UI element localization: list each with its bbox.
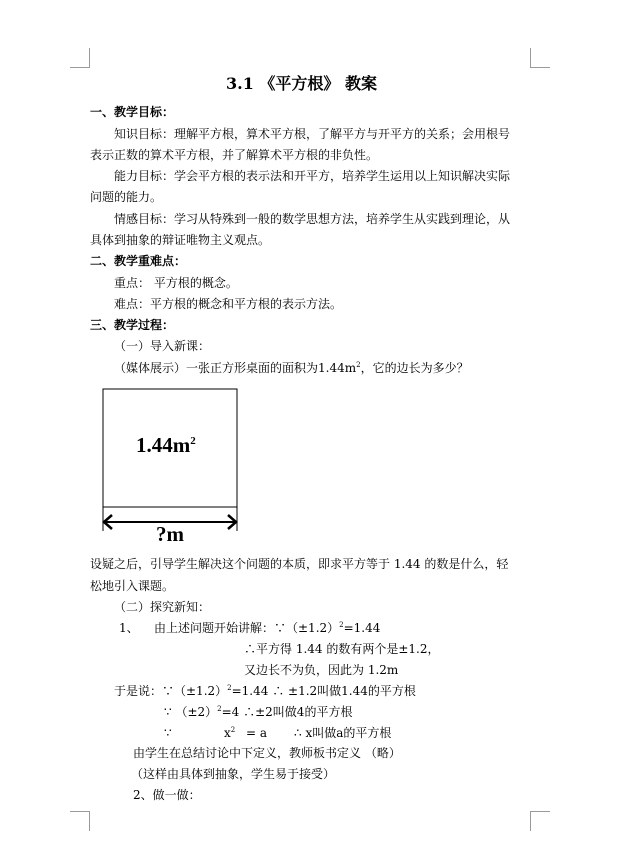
objectives-heading: 一、教学目标： <box>90 105 175 119</box>
step1-conclusion-b: 又边长不为负，因此为 1.2m <box>244 663 399 677</box>
definition-line-3-therefore: ∴ x叫做a的平方根 <box>294 726 392 740</box>
corner-mark-top-right <box>530 48 550 68</box>
explore-subheading: （二）探究新知： <box>114 600 211 614</box>
media-question-exponent: 2 <box>356 361 361 369</box>
definition-line-1-exponent: 2 <box>227 684 232 692</box>
process-heading: 三、教学过程： <box>90 318 175 332</box>
emotion-objective-line-1: 情感目标：学习从特殊到一般的数学思想方法，培养学生从实践到理论，从 <box>114 212 511 226</box>
definition-line-1-end: =1.44 ∴ ±1.2叫做1.44的平方根 <box>231 684 416 698</box>
key-point: 重点： 平方根的概念。 <box>114 276 238 290</box>
media-question-unit: m <box>344 361 357 375</box>
definition-line-3-var: x <box>224 726 231 740</box>
ability-objective-line-1: 能力目标：学会平方根的表示法和开平方，培养学生运用以上知识解决实际 <box>114 169 511 183</box>
area-exponent: 2 <box>190 435 196 447</box>
side-length-label: ?m <box>156 522 184 546</box>
area-value: 1.44m <box>136 433 191 457</box>
summary-line: 由学生在总结讨论中下定义，教师板书定义 （略） <box>133 746 401 760</box>
knowledge-objective-line-2: 表示正数的算术平方根，并了解算术平方根的非负性。 <box>90 148 379 162</box>
definition-line-2-exponent: 2 <box>217 705 222 713</box>
media-question-prefix: （媒体展示）一张正方形桌面的面积为1.44 <box>114 361 345 375</box>
definition-line-1-prefix: 于是说：∵（±1.2） <box>114 684 228 698</box>
media-question <box>114 361 469 375</box>
definition-line-2 <box>164 705 352 719</box>
square-figure-svg <box>96 385 246 545</box>
step1-conclusion-a: ∴平方得 1.44 的数有两个是±1.2， <box>244 642 440 656</box>
document-title: 3.1 《平方根》 教案 <box>226 74 377 93</box>
definition-line-3-because: ∵ <box>164 726 172 740</box>
step1-exponent: 2 <box>339 621 344 629</box>
ability-objective-line-2: 问题的能力。 <box>90 190 163 204</box>
square-table-figure <box>96 385 246 545</box>
definition-line-1 <box>114 684 416 698</box>
knowledge-objective-line-1: 知识目标：理解平方根，算术平方根，了解平方与开平方的关系；会用根号 <box>114 127 511 141</box>
difficult-point: 难点：平方根的概念和平方根的表示方法。 <box>114 297 343 311</box>
intro-subheading: （一）导入新课： <box>114 339 211 353</box>
discussion-line-2: 松地引入课题。 <box>90 579 175 593</box>
media-question-suffix: ，它的边长为多少？ <box>360 361 469 375</box>
corner-mark-bottom-left <box>70 811 90 831</box>
step1-text-end: =1.44 <box>343 621 381 635</box>
definition-line-3-x <box>224 726 235 740</box>
definition-line-3-equals: = a <box>246 726 268 740</box>
corner-mark-top-left <box>70 48 90 68</box>
definition-line-2-end: =4 ∴±2叫做4的平方根 <box>221 705 353 719</box>
emotion-objective-line-2: 具体到抽象的辩证唯物主义观点。 <box>90 233 271 247</box>
discussion-line-1: 设疑之后，引导学生解决这个问题的本质，即求平方等于 1.44 的数是什么，轻 <box>90 557 509 571</box>
definition-line-3-exponent: 2 <box>230 726 236 734</box>
step1-text-prefix: 由上述问题开始讲解：∵（±1.2） <box>154 621 340 635</box>
step2-line: 2、做一做： <box>133 788 201 802</box>
step1-text <box>154 621 380 635</box>
key-points-heading: 二、教学重难点： <box>90 254 187 268</box>
definition-line-2-prefix: ∵ （±2） <box>164 705 218 719</box>
area-label <box>136 433 196 457</box>
note-line: （这样由具体到抽象，学生易于接受） <box>131 767 336 781</box>
step1-label: 1、 <box>119 621 139 635</box>
corner-mark-bottom-right <box>530 811 550 831</box>
